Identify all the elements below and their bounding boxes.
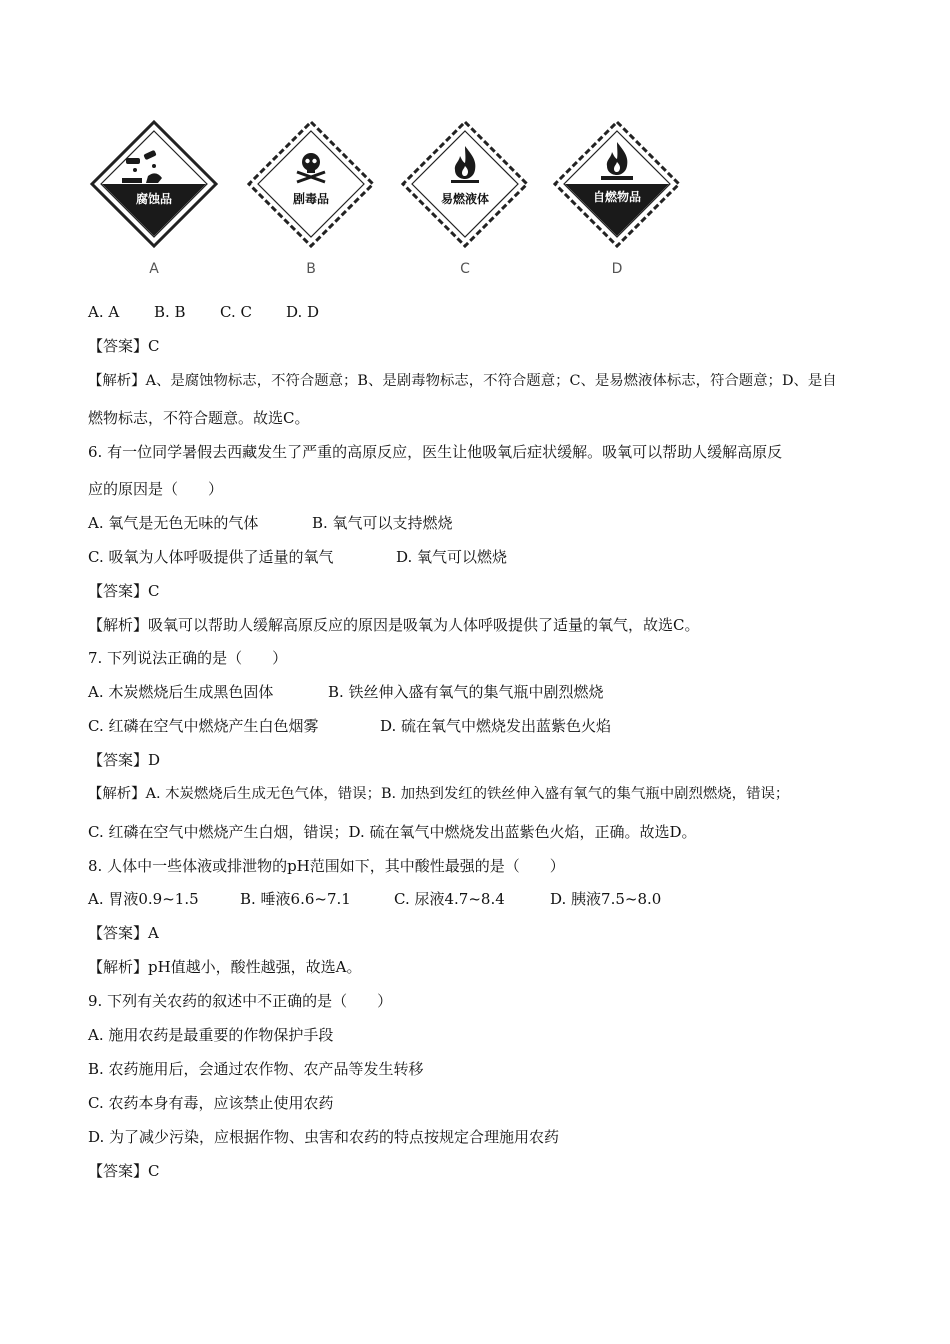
sign-caption-spontaneous-combustion: 自燃物品 bbox=[592, 190, 641, 204]
q8-analysis: 【解析】pH值越小，酸性越强，故选A。 bbox=[88, 958, 362, 976]
q7-option-a: A. 木炭燃烧后生成黑色固体 bbox=[88, 683, 274, 701]
sign-flammable-liquid bbox=[399, 118, 531, 277]
q9-option-a: A. 施用农药是最重要的作物保护手段 bbox=[88, 1026, 334, 1044]
q7-analysis-line-2: C. 红磷在空气中燃烧产生白烟，错误；D. 硫在氧气中燃烧发出蓝紫色火焰，正确。故选D。 bbox=[88, 823, 697, 841]
sign-caption-corrosive: 腐蚀品 bbox=[135, 192, 172, 206]
spontaneous-combustion-sign-graphic bbox=[551, 118, 683, 250]
q8-answer: 【答案】A bbox=[88, 924, 159, 942]
sign-letter-a: A bbox=[149, 261, 159, 277]
q7-analysis-line-1: 【解析】A. 木炭燃烧后生成无色气体，错误；B. 加热到发红的铁丝伸入盛有氧气的集气瓶中剧烈燃烧，错误； bbox=[88, 786, 790, 802]
q5-option-a: A. A bbox=[88, 303, 120, 321]
q8-option-a: A. 胃液0.9~1.5 bbox=[88, 890, 199, 908]
q8-options bbox=[88, 889, 661, 909]
q9-stem: 9. 下列有关农药的叙述中不正确的是（ ） bbox=[88, 992, 393, 1010]
q5-option-b: B. B bbox=[154, 303, 186, 321]
q8-option-d: D. 胰液7.5~8.0 bbox=[550, 890, 662, 908]
q6-stem-line-1: 6. 有一位同学暑假去西藏发生了严重的高原反应，医生让他吸氧后症状缓解。吸氧可以帮助人缓解高原反 bbox=[88, 443, 783, 461]
q8-option-b: B. 唾液6.6~7.1 bbox=[240, 890, 351, 908]
q6-option-c: C. 吸氧为人体呼吸提供了适量的氧气 bbox=[88, 548, 334, 566]
q7-answer: 【答案】D bbox=[88, 751, 161, 769]
sign-toxic bbox=[245, 118, 377, 277]
q6-answer: 【答案】C bbox=[88, 582, 160, 600]
q6-option-b: B. 氧气可以支持燃烧 bbox=[312, 514, 453, 532]
q9-option-b: B. 农药施用后，会通过农作物、农产品等发生转移 bbox=[88, 1060, 424, 1078]
q6-stem-line-2: 应的原因是（ ） bbox=[88, 480, 224, 498]
q9-answer: 【答案】C bbox=[88, 1162, 160, 1180]
toxic-sign-graphic bbox=[245, 118, 377, 250]
q9-option-d: D. 为了减少污染，应根据作物、虫害和农药的特点按规定合理施用农药 bbox=[88, 1128, 560, 1146]
q6-option-d: D. 氧气可以燃烧 bbox=[396, 548, 508, 566]
flammable-liquid-sign-graphic bbox=[399, 118, 531, 250]
q5-analysis-line-1: 【解析】A、是腐蚀物标志，不符合题意；B、是剧毒物标志，不符合题意；C、是易燃液体标志，符合题意；D、是自 bbox=[88, 373, 837, 389]
sign-spontaneous-combustion bbox=[551, 118, 683, 277]
q5-option-c: C. C bbox=[220, 303, 252, 321]
q5-answer: 【答案】C bbox=[88, 337, 160, 355]
q7-options-row-2 bbox=[88, 716, 611, 736]
q6-option-a: A. 氧气是无色无味的气体 bbox=[88, 514, 259, 532]
q7-option-b: B. 铁丝伸入盛有氧气的集气瓶中剧烈燃烧 bbox=[328, 683, 604, 701]
q5-option-d: D. D bbox=[286, 303, 320, 321]
sign-caption-flammable-liquid: 易燃液体 bbox=[440, 192, 489, 206]
q8-option-c: C. 尿液4.7~8.4 bbox=[394, 890, 505, 908]
sign-caption-toxic: 剧毒品 bbox=[292, 192, 329, 206]
q9-option-c: C. 农药本身有毒，应该禁止使用农药 bbox=[88, 1094, 334, 1112]
q6-options-row-2 bbox=[88, 547, 507, 567]
q6-options-row-1 bbox=[88, 513, 453, 533]
q6-analysis: 【解析】吸氧可以帮助人缓解高原反应的原因是吸氧为人体呼吸提供了适量的氧气，故选C。 bbox=[88, 616, 700, 634]
hazard-signs-figure bbox=[88, 118, 708, 288]
sign-letter-d: D bbox=[611, 261, 623, 277]
corrosive-sign-graphic bbox=[88, 118, 220, 250]
q7-option-c: C. 红磷在空气中燃烧产生白色烟雾 bbox=[88, 717, 319, 735]
q7-option-d: D. 硫在氧气中燃烧发出蓝紫色火焰 bbox=[380, 717, 612, 735]
sign-letter-b: B bbox=[306, 261, 316, 277]
q8-stem: 8. 人体中一些体液或排泄物的pH范围如下，其中酸性最强的是（ ） bbox=[88, 857, 565, 875]
q5-options bbox=[88, 302, 319, 322]
q5-analysis-line-2: 燃物标志，不符合题意。故选C。 bbox=[88, 409, 310, 427]
q7-stem: 7. 下列说法正确的是（ ） bbox=[88, 649, 288, 667]
sign-letter-c: C bbox=[460, 261, 470, 277]
q7-options-row-1 bbox=[88, 682, 604, 702]
sign-corrosive bbox=[88, 118, 220, 277]
